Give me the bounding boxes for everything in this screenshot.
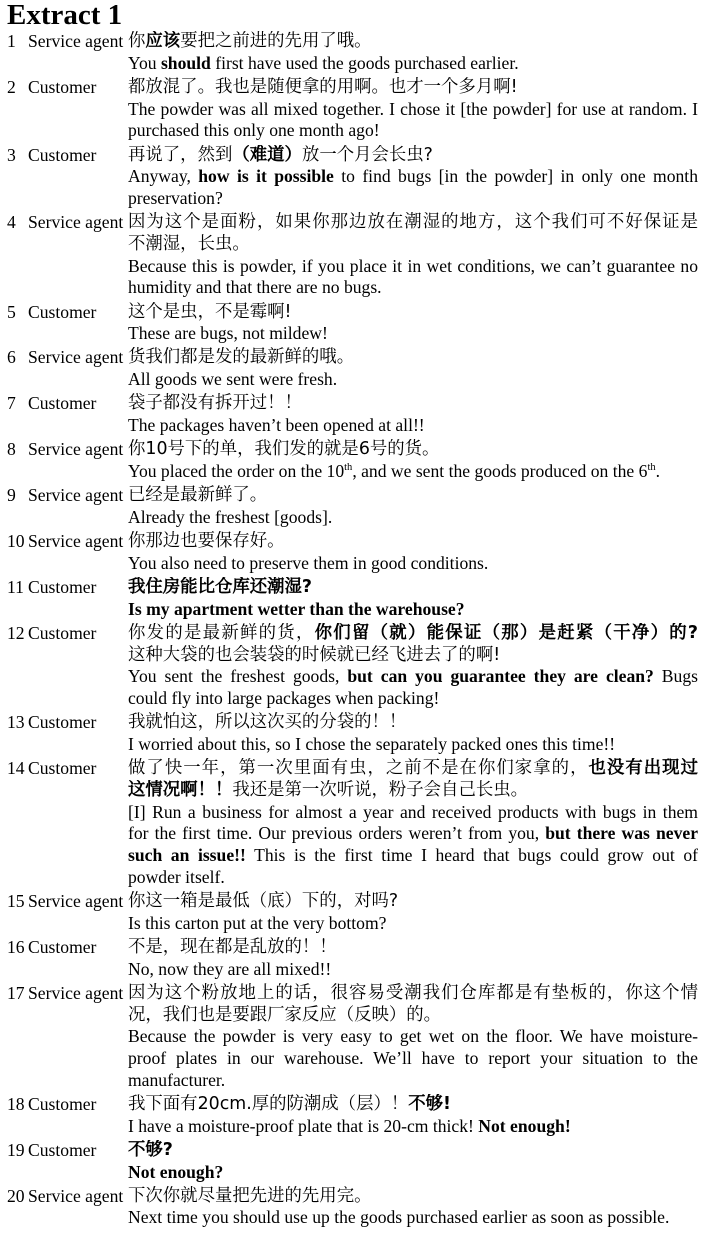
transcript-row <box>0 302 703 346</box>
speaker-label: Customer <box>28 712 97 733</box>
text-segment: 也没有出现过 <box>588 758 698 779</box>
text-segment: You sent the freshest goods, <box>128 666 348 687</box>
text-segment: to find bugs [in the powder] in only one month <box>333 166 698 187</box>
english-translation <box>128 323 698 345</box>
text-segment: 应该 <box>145 31 181 51</box>
line-number: 18 <box>7 1093 25 1114</box>
utterance <box>128 712 698 756</box>
text-segment: 你 <box>128 31 146 51</box>
utterance <box>128 302 698 346</box>
text-line <box>128 758 698 780</box>
utterance <box>128 145 698 210</box>
speaker-label: Service agent <box>28 212 124 233</box>
speaker-label: Customer <box>28 622 97 643</box>
chinese-utterance <box>128 1186 698 1208</box>
english-translation <box>128 1116 698 1138</box>
text-line <box>128 1116 698 1138</box>
chinese-utterance <box>128 712 698 734</box>
text-segment: 你10号下的单，我们发的就是6号的货。 <box>128 439 440 460</box>
text-segment: Already the freshest [goods]. <box>128 506 333 527</box>
text-segment: （难道） <box>232 144 302 165</box>
utterance <box>128 983 698 1092</box>
line-number: 8 <box>7 439 16 460</box>
text-line <box>128 1140 698 1162</box>
text-segment: No, now they are all mixed!! <box>128 958 332 979</box>
text-line <box>128 845 698 867</box>
transcript-row <box>0 485 703 529</box>
text-line <box>128 666 698 688</box>
text-segment: 下次你就尽量把先进的先用完。 <box>128 1185 372 1206</box>
speaker-label: Customer <box>28 393 97 414</box>
transcript-row <box>0 531 703 575</box>
speaker-label: Service agent <box>28 439 124 460</box>
text-segment: humidity and that there are no bugs. <box>128 277 382 298</box>
text-segment: . <box>655 460 661 481</box>
text-segment: 你们留（就）能保证（那）是赶紧（干净）的? <box>314 622 698 643</box>
text-line <box>128 323 698 345</box>
english-translation <box>128 734 698 756</box>
text-segment: first have used the goods purchased earlier. <box>210 52 519 73</box>
text-segment: Bugs <box>653 666 698 687</box>
text-segment: 这个是虫，不是霉啊! <box>128 301 292 322</box>
text-segment: purchased this only one month ago! <box>128 120 380 141</box>
superscript: th <box>647 461 656 473</box>
text-line <box>128 369 698 391</box>
text-line <box>128 599 698 621</box>
transcript-row <box>0 758 703 889</box>
text-segment: 我就怕这，所以这次买的分袋的！！ <box>128 712 407 733</box>
utterance <box>128 212 698 299</box>
english-translation <box>128 666 698 710</box>
text-segment: 你这一箱是最低（底）下的，对吗? <box>128 890 399 911</box>
chinese-utterance <box>128 531 698 553</box>
text-line <box>128 823 698 845</box>
text-line <box>128 623 698 645</box>
text-line <box>128 256 698 278</box>
speaker-label: Service agent <box>28 347 124 368</box>
speaker-label: Service agent <box>28 982 124 1003</box>
text-segment: The powder was all mixed together. I chose it [the powder] for use at random. I <box>128 98 698 119</box>
utterance <box>128 1094 698 1138</box>
text-segment: 做了快一年，第一次里面有虫，之前不是在你们家拿的， <box>128 758 589 779</box>
transcript-row <box>0 1186 703 1230</box>
text-segment: 再说了，然到 <box>128 144 233 165</box>
line-number: 16 <box>7 936 25 957</box>
chinese-utterance <box>128 212 698 256</box>
text-line <box>128 867 698 889</box>
english-translation <box>128 1207 698 1229</box>
text-line <box>128 531 698 553</box>
english-translation <box>128 99 698 143</box>
utterance <box>128 577 698 621</box>
transcript-row <box>0 937 703 981</box>
text-segment: 你那边也要保存好。 <box>128 531 285 552</box>
text-line <box>128 1094 698 1116</box>
chinese-utterance <box>128 1094 698 1116</box>
text-segment: 我还是第一次听说，粉子会自己长虫。 <box>232 779 529 800</box>
utterance <box>128 1186 698 1230</box>
english-translation <box>128 166 698 210</box>
text-line <box>128 891 698 913</box>
transcript-row <box>0 1140 703 1184</box>
line-number: 14 <box>7 758 25 779</box>
text-segment: 不是，现在都是乱放的！！ <box>128 936 337 957</box>
text-segment: I have a moisture-proof plate that is 20-cm thick! <box>128 1115 479 1136</box>
utterance <box>128 485 698 529</box>
english-translation <box>128 599 698 621</box>
text-segment: 因为这个粉放地上的话，很容易受潮我们仓库都是有垫板的，你这个情 <box>128 982 698 1003</box>
text-segment: could fly into large packages when packing! <box>128 688 440 709</box>
text-line <box>128 1026 698 1048</box>
text-segment: preservation? <box>128 188 223 209</box>
chinese-utterance <box>128 485 698 507</box>
chinese-utterance <box>128 302 698 324</box>
text-segment: 因为这个是面粉，如果你那边放在潮湿的地方，这个我们可不好保证是 <box>128 212 698 233</box>
text-segment: but there was never <box>545 823 698 844</box>
english-translation <box>128 913 698 935</box>
transcript-row <box>0 623 703 710</box>
transcript-row <box>0 145 703 210</box>
transcript-row <box>0 212 703 299</box>
text-segment: Because the powder is very easy to get wet on the floor. We have moisture- <box>128 1026 698 1047</box>
chinese-utterance <box>128 983 698 1027</box>
utterance <box>128 77 698 142</box>
english-translation <box>128 802 698 889</box>
text-line <box>128 1207 698 1229</box>
text-segment: You <box>128 52 161 73</box>
transcript-row <box>0 77 703 142</box>
chinese-utterance <box>128 145 698 167</box>
text-line <box>128 302 698 324</box>
text-segment: Because this is powder, if you place it in wet conditions, we can’t guarantee no <box>128 255 698 276</box>
text-line <box>128 712 698 734</box>
english-translation <box>128 507 698 529</box>
text-line <box>128 780 698 802</box>
text-segment: All goods we sent were fresh. <box>128 369 338 390</box>
text-line <box>128 645 698 667</box>
text-line <box>128 937 698 959</box>
chinese-utterance <box>128 393 698 415</box>
english-translation <box>128 256 698 300</box>
text-line <box>128 802 698 824</box>
text-segment: I worried about this, so I chose the separately packed ones this time!! <box>128 733 616 754</box>
text-segment: 要把之前进的先用了哦。 <box>180 31 372 51</box>
text-line <box>128 1048 698 1070</box>
line-number: 11 <box>7 576 24 597</box>
text-line <box>128 507 698 529</box>
text-line <box>128 277 698 299</box>
text-segment: 袋子都没有拆开过！！ <box>128 393 302 414</box>
text-line <box>128 553 698 575</box>
transcript <box>0 31 703 1229</box>
utterance <box>128 347 698 391</box>
text-segment: Is this carton put at the very bottom? <box>128 912 387 933</box>
line-number: 17 <box>7 982 25 1003</box>
transcript-row <box>0 712 703 756</box>
speaker-label: Customer <box>28 576 97 597</box>
text-segment: such an issue!! <box>128 845 246 866</box>
text-line <box>128 461 698 483</box>
text-segment: This is the first time I heard that bugs could grow out of <box>245 845 698 866</box>
transcript-row <box>0 1094 703 1138</box>
transcript-row <box>0 983 703 1092</box>
chinese-utterance <box>128 347 698 369</box>
transcript-row <box>0 891 703 935</box>
text-segment: 不够! <box>408 1093 451 1114</box>
text-segment: The packages haven’t been opened at all!! <box>128 415 425 436</box>
utterance <box>128 393 698 437</box>
text-segment: but can you guarantee they are clean? <box>347 666 654 687</box>
utterance <box>128 891 698 935</box>
utterance <box>128 1140 698 1184</box>
line-number: 2 <box>7 76 16 97</box>
line-number: 12 <box>7 622 25 643</box>
text-segment: 我下面有20cm.厚的防潮成（层）！ <box>128 1093 409 1114</box>
text-segment: Anyway, <box>128 166 199 187</box>
chinese-utterance <box>128 937 698 959</box>
superscript: th <box>344 461 353 473</box>
english-translation <box>128 461 698 483</box>
chinese-utterance <box>128 1140 698 1162</box>
chinese-utterance <box>128 439 698 461</box>
speaker-label: Service agent <box>28 31 124 51</box>
english-translation <box>128 369 698 391</box>
text-line <box>128 53 698 75</box>
text-segment: [I] Run a business for almost a year and received products with bugs in them <box>128 801 698 822</box>
utterance <box>128 758 698 889</box>
transcript-row <box>0 393 703 437</box>
line-number: 1 <box>7 31 16 51</box>
chinese-utterance <box>128 758 698 802</box>
chinese-utterance <box>128 31 698 53</box>
line-number: 13 <box>7 712 25 733</box>
transcript-row <box>0 31 703 75</box>
transcript-row <box>0 577 703 621</box>
text-segment: Is my apartment wetter than the warehouse? <box>128 598 465 619</box>
speaker-label: Service agent <box>28 485 124 506</box>
text-segment: These are bugs, not mildew! <box>128 323 328 344</box>
line-number: 3 <box>7 144 16 165</box>
text-segment: manufacturer. <box>128 1069 226 1090</box>
text-segment: powder itself. <box>128 866 225 887</box>
text-line <box>128 166 698 188</box>
text-line <box>128 188 698 210</box>
english-translation <box>128 1162 698 1184</box>
text-segment: 这种大袋的也会装袋的时候就已经飞进去了的啊! <box>128 644 501 665</box>
line-number: 6 <box>7 347 16 368</box>
text-segment: 这情况啊！！ <box>128 779 233 800</box>
text-segment: 不够? <box>128 1139 173 1160</box>
text-line <box>128 234 698 256</box>
text-line <box>128 212 698 234</box>
line-number: 10 <box>7 531 25 552</box>
text-line <box>128 439 698 461</box>
text-segment: , and we sent the goods produced on the 6 <box>352 460 648 481</box>
speaker-label: Customer <box>28 301 97 322</box>
text-segment: 货我们都是发的最新鲜的哦。 <box>128 347 355 368</box>
line-number: 5 <box>7 301 16 322</box>
text-segment: how is it possible <box>198 166 334 187</box>
text-line <box>128 688 698 710</box>
extract-title: Extract 1 <box>7 0 123 31</box>
text-line <box>128 485 698 507</box>
utterance <box>128 439 698 483</box>
text-segment: Next time you should use up the goods purchased earlier as soon as possible. <box>128 1207 670 1228</box>
line-number: 7 <box>7 393 16 414</box>
utterance <box>128 531 698 575</box>
text-segment: proof plates in our warehouse. We’ll have to report your situation to the <box>128 1048 698 1068</box>
transcript-row <box>0 439 703 483</box>
english-translation <box>128 553 698 575</box>
line-number: 4 <box>7 212 16 233</box>
english-translation <box>128 1026 698 1091</box>
text-line <box>128 120 698 142</box>
text-segment: 放一个月会长虫? <box>301 144 433 165</box>
text-line <box>128 77 698 99</box>
text-line <box>128 1186 698 1208</box>
speaker-label: Service agent <box>28 531 124 552</box>
text-segment: for the first time. Our previous orders weren’t from you, <box>128 823 546 844</box>
text-line <box>128 393 698 415</box>
text-segment: 不潮湿，长虫。 <box>128 233 250 254</box>
text-line <box>128 913 698 935</box>
text-line <box>128 1162 698 1184</box>
speaker-label: Customer <box>28 144 97 165</box>
chinese-utterance <box>128 891 698 913</box>
text-segment: 已经是最新鲜了。 <box>128 485 268 506</box>
text-line <box>128 1005 698 1027</box>
text-line <box>128 347 698 369</box>
utterance <box>128 623 698 710</box>
text-segment: 你发的是最新鲜的货， <box>128 622 315 643</box>
english-translation <box>128 53 698 75</box>
english-translation <box>128 959 698 981</box>
speaker-label: Customer <box>28 76 97 97</box>
speaker-label: Service agent <box>28 890 124 911</box>
text-line <box>128 959 698 981</box>
text-segment: 况，我们也是要跟厂家反应（反映）的。 <box>128 1004 442 1025</box>
text-line <box>128 983 698 1005</box>
text-segment: 都放混了。我也是随便拿的用啊。也才一个多月啊! <box>128 76 518 97</box>
utterance <box>128 31 698 75</box>
line-number: 15 <box>7 890 25 911</box>
speaker-label: Customer <box>28 1139 97 1160</box>
utterance <box>128 937 698 981</box>
speaker-label: Customer <box>28 936 97 957</box>
text-line <box>128 99 698 121</box>
text-segment: You also need to preserve them in good conditions. <box>128 552 489 573</box>
text-line <box>128 415 698 437</box>
speaker-label: Service agent <box>28 1185 124 1206</box>
text-segment: Not enough? <box>128 1161 224 1182</box>
text-line <box>128 145 698 167</box>
text-line <box>128 31 698 53</box>
text-segment: Not enough! <box>478 1115 571 1136</box>
line-number: 9 <box>7 485 16 506</box>
line-number: 20 <box>7 1185 25 1206</box>
transcript-row <box>0 347 703 391</box>
chinese-utterance <box>128 623 698 667</box>
text-line <box>128 734 698 756</box>
chinese-utterance <box>128 77 698 99</box>
chinese-utterance <box>128 577 698 599</box>
english-translation <box>128 415 698 437</box>
text-segment: 我住房能比仓库还潮湿? <box>128 576 312 597</box>
text-line <box>128 1070 698 1092</box>
speaker-label: Customer <box>28 758 97 779</box>
text-line <box>128 577 698 599</box>
text-segment: should <box>160 52 211 73</box>
line-number: 19 <box>7 1139 25 1160</box>
speaker-label: Customer <box>28 1093 97 1114</box>
text-segment: You placed the order on the 10 <box>128 460 345 481</box>
